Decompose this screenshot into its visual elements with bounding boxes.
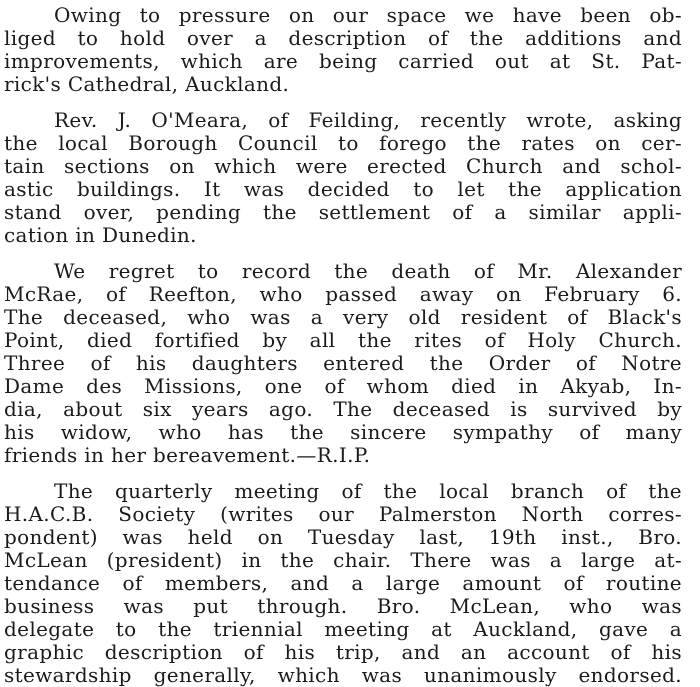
text-line: Dame des Missions, one of whom died in Akyab, In- [4,374,682,398]
paragraph-feilding-rates [4,109,682,247]
text-line: We regret to record the death of Mr. Alexander [54,259,682,283]
text-line: H.A.C.B. Society (writes our Palmerston North corres- [4,502,682,526]
text-line: tain sections on which were erected Church and schol- [4,154,682,178]
text-line: business was put through. Bro. McLean, who was [4,594,682,618]
text-line: Rev. J. O'Meara, of Feilding, recently wrote, asking [54,108,682,132]
text-line: tendance of members, and a large amount of routine [4,571,682,595]
text-line: Owing to pressure on our space we have been ob- [54,3,682,27]
text-line: cation in Dunedin. [4,223,197,247]
text-line: McLean (president) in the chair. There was a large at- [4,548,682,572]
text-line: rick's Cathedral, Auckland. [4,72,290,96]
text-line: liged to hold over a description of the additions and [4,26,682,50]
text-line: pondent) was held on Tuesday last, 19th inst., Bro. [4,525,682,549]
text-line: Point, died fortified by all the rites of Holy Church. [4,328,682,352]
text-line: McRae, of Reefton, who passed away on February 6. [4,282,682,306]
text-line: friends in her bereavement.—R.I.P. [4,443,371,467]
text-line: The deceased, who was a very old resident of Black's [4,305,682,329]
text-line: the local Borough Council to forego the rates on cer- [4,131,682,155]
text-line: his widow, who has the sincere sympathy of many [4,420,682,444]
text-line: stewardship generally, which was unanimously endorsed. [4,663,682,687]
text-line: The quarterly meeting of the local branch of the [54,479,682,503]
text-line: Three of his daughters entered the Order of Notre [4,351,682,375]
text-line: delegate to the triennial meeting at Auckland, gave a [4,617,682,641]
text-line: graphic description of his trip, and an account of his [4,640,682,664]
text-line: astic buildings. It was decided to let the application [4,177,682,201]
paragraph-hacb-meeting [4,480,682,687]
text-line: dia, about six years ago. The deceased is survived by [4,397,682,421]
paragraph-cathedral-notice [4,4,682,96]
text-line: stand over, pending the settlement of a similar appli- [4,200,682,224]
text-line: improvements, which are being carried out at St. Pat- [4,49,682,73]
paragraph-obituary [4,260,682,467]
